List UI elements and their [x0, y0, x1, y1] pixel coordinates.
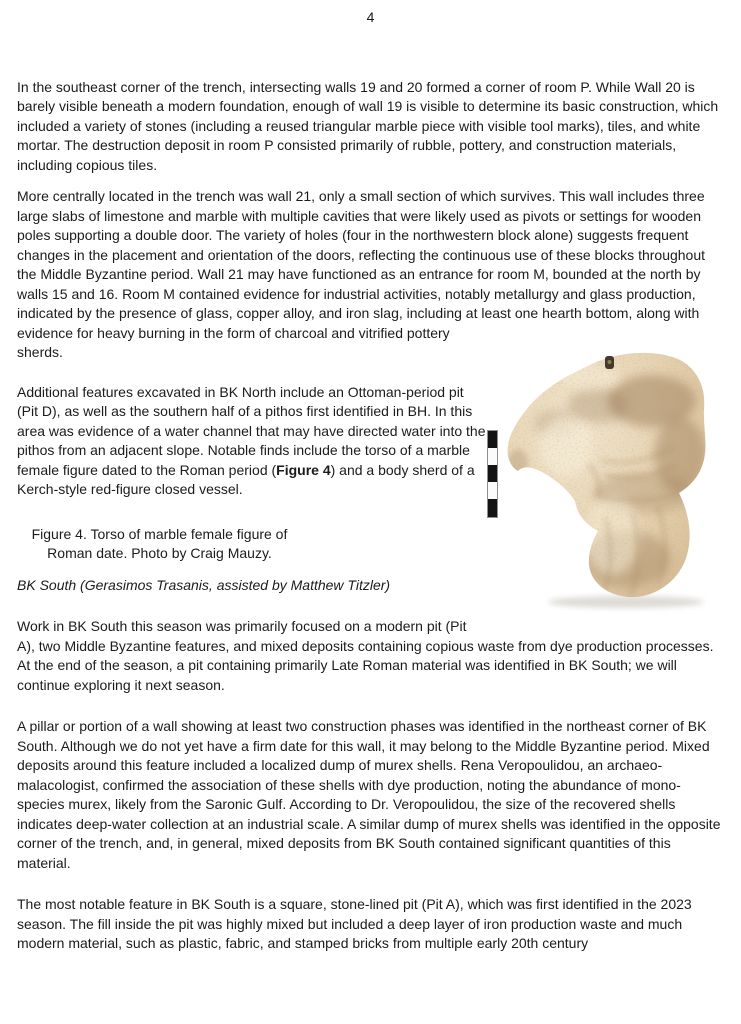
figure-4: [487, 343, 724, 625]
paragraph-text-post: ) and a body sherd of a Kerch-style red-figure closed vessel.: [17, 461, 475, 497]
paragraph-bk-south-overview: Work in BK South this season was primarily focused on a modern pit (Pit A), two Middle Byzantine features, and mixed deposits containing copious waste from dye production processes. At the end of the season, a pit containing primarily Late Roman material was identified in BK South; we will continue exploring it next season.: [17, 618, 714, 693]
drill-hole-fleck: [608, 360, 612, 364]
paragraph-text-pre: Additional features excavated in BK North include an Ottoman-period pit (Pit D), as well as the southern half of a pithos first identified in BH. In this area was evidence of a water channel that may have directed water into the pithos from an adjacent slope. Notable finds include the torso of a marble female figure dated to the Roman period (: [17, 383, 486, 478]
figure-4-reference: Figure 4: [276, 461, 331, 478]
page-content: [17, 28, 724, 954]
photo-ground-shadow: [548, 596, 704, 608]
paragraph-pit-a: The most notable feature in BK South is a square, stone-lined pit (Pit A), which was first identified in the 2023 season. The fill inside the pit was highly mixed but included a deep layer of iron production waste and much modern material, such as plastic, fabric, and stamped bricks from multiple early 20th century: [17, 896, 692, 951]
figure-caption: Figure 4. Torso of marble female figure of Roman date. Photo by Craig Mauzy.: [31, 525, 288, 561]
torso-photo: [494, 343, 724, 613]
paragraph-wall-21: More centrally located in the trench was wall 21, only a small section of which survives. This wall includes three large slabs of limestone and marble with multiple cavities that were likely used as pivots or settings for wooden poles supporting a double door. The variety of holes (four in the northwestern block alone) suggests frequent changes in the placement and orientation of the doors, reflecting the continuous use of these blocks throughout the Middle Byzantine period. Wall 21 may have functioned as an entrance for room M, bounded at the north by walls 15 and 16. Room M contained evidence for industrial activities, notably metallurgy and glass production, indicated by the presence of glass, copper alloy, and iron slag, including at least one hearth bottom, along with evidence for heavy burning in the form of charcoal and vitrified pottery sherds.: [17, 188, 706, 360]
torso-surface-detail: [507, 352, 706, 596]
paragraph-room-p: In the southeast corner of the trench, intersecting walls 19 and 20 formed a corner of room P. While Wall 20 is barely visible beneath a modern foundation, enough of wall 19 is visible to determine its basic construction, which included a variety of stones (including a reused triangular marble piece with visible tool marks), tiles, and white mortar. The destruction deposit in room P consisted primarily of rubble, pottery, and construction materials, including copious tiles.: [17, 78, 719, 173]
page-number: 4: [366, 9, 375, 25]
paragraph-pillar-murex: A pillar or portion of a wall showing at least two construction phases was identified in the northeast corner of BK South. Although we do not yet have a firm date for this wall, it may belong to the Middle Byzantine period. Mixed deposits around this feature included a localized dump of murex shells. Rena Veropoulidou, an archaeo-malacologist, confirmed the association of these shells with dye production, noting the abundance of mono-species murex, likely from the Saronic Gulf. According to Dr. Veropoulidou, the size of the recovered shells indicates deep-water collection at an industrial scale. A similar dump of murex shells was identified in the opposite corner of the trench, and, in general, mixed deposits from BK South contained significant quantities of this material.: [17, 718, 721, 871]
section-heading-bk-south: BK South (Gerasimos Trasanis, assisted by Matthew Titzler): [17, 576, 391, 593]
